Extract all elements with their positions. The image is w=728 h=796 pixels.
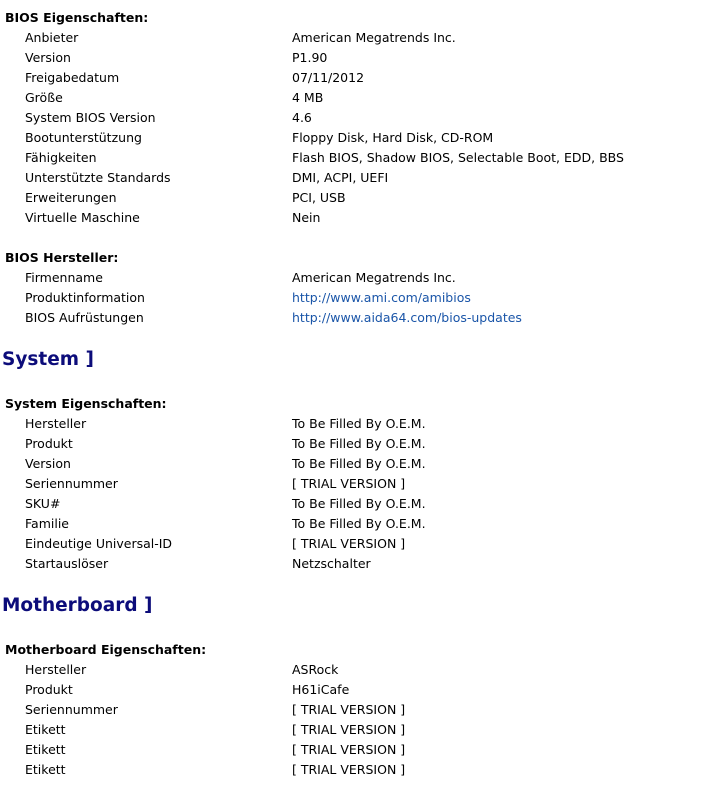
property-value: To Be Filled By O.E.M. — [292, 516, 426, 531]
property-value: [ TRIAL VERSION ] — [292, 476, 406, 491]
property-label: Unterstützte Standards — [25, 170, 171, 185]
property-row — [0, 130, 728, 150]
property-label: Produktinformation — [25, 290, 145, 305]
property-label: Produkt — [25, 682, 73, 697]
product-info-link[interactable]: http://www.ami.com/amibios — [292, 290, 471, 305]
property-row — [0, 170, 728, 190]
property-value: 4 MB — [292, 90, 324, 105]
property-row — [0, 90, 728, 110]
property-row — [0, 270, 728, 290]
property-label: Seriennummer — [25, 476, 118, 491]
property-row — [0, 762, 728, 782]
bios-properties-title: BIOS Eigenschaften: — [5, 10, 149, 25]
property-row — [0, 50, 728, 70]
property-row — [0, 722, 728, 742]
motherboard-section-heading: Motherboard ] — [2, 595, 153, 616]
property-row — [0, 742, 728, 762]
property-value: American Megatrends Inc. — [292, 30, 456, 45]
property-label: Familie — [25, 516, 69, 531]
property-value: Floppy Disk, Hard Disk, CD-ROM — [292, 130, 494, 145]
property-row — [0, 436, 728, 456]
property-label: Hersteller — [25, 662, 87, 677]
property-row — [0, 516, 728, 536]
property-value: P1.90 — [292, 50, 328, 65]
bios-manufacturer-title: BIOS Hersteller: — [5, 250, 119, 265]
property-label: Größe — [25, 90, 63, 105]
property-row — [0, 496, 728, 516]
property-row — [0, 416, 728, 436]
property-label: Virtuelle Maschine — [25, 210, 140, 225]
property-value: To Be Filled By O.E.M. — [292, 416, 426, 431]
property-value: ASRock — [292, 662, 339, 677]
property-value: [ TRIAL VERSION ] — [292, 722, 406, 737]
property-label: Etikett — [25, 762, 66, 777]
property-value: [ TRIAL VERSION ] — [292, 742, 406, 757]
property-row — [0, 536, 728, 556]
property-value: American Megatrends Inc. — [292, 270, 456, 285]
property-row — [0, 682, 728, 702]
property-label: Fähigkeiten — [25, 150, 97, 165]
property-row — [0, 70, 728, 90]
property-value: H61iCafe — [292, 682, 350, 697]
property-label: Bootunterstützung — [25, 130, 142, 145]
system-properties-title: System Eigenschaften: — [5, 396, 167, 411]
property-row — [0, 476, 728, 496]
property-value: DMI, ACPI, UEFI — [292, 170, 389, 185]
property-label: BIOS Aufrüstungen — [25, 310, 144, 325]
property-value: To Be Filled By O.E.M. — [292, 496, 426, 511]
property-value: [ TRIAL VERSION ] — [292, 762, 406, 777]
property-row — [0, 190, 728, 210]
property-row — [0, 150, 728, 170]
property-value: Nein — [292, 210, 321, 225]
property-label: Eindeutige Universal-ID — [25, 536, 173, 551]
property-value: Flash BIOS, Shadow BIOS, Selectable Boot, EDD, BBS — [292, 150, 624, 165]
property-row — [0, 290, 728, 310]
system-section-heading: System ] — [2, 349, 94, 370]
property-value: To Be Filled By O.E.M. — [292, 436, 426, 451]
property-row — [0, 456, 728, 476]
property-label: Freigabedatum — [25, 70, 120, 85]
property-label: Erweiterungen — [25, 190, 117, 205]
property-label: Firmenname — [25, 270, 103, 285]
bios-updates-link[interactable]: http://www.aida64.com/bios-updates — [292, 310, 522, 325]
property-label: SKU# — [25, 496, 61, 511]
property-value: [ TRIAL VERSION ] — [292, 536, 406, 551]
property-value: 07/11/2012 — [292, 70, 365, 85]
property-value: To Be Filled By O.E.M. — [292, 456, 426, 471]
property-label: Anbieter — [25, 30, 79, 45]
property-label: Etikett — [25, 722, 66, 737]
property-label: Etikett — [25, 742, 66, 757]
property-row — [0, 110, 728, 130]
property-label: System BIOS Version — [25, 110, 156, 125]
property-label: Produkt — [25, 436, 73, 451]
property-value: PCI, USB — [292, 190, 346, 205]
property-value: 4.6 — [292, 110, 312, 125]
property-label: Version — [25, 50, 71, 65]
property-label: Seriennummer — [25, 702, 118, 717]
property-row — [0, 30, 728, 50]
property-label: Hersteller — [25, 416, 87, 431]
property-row — [0, 662, 728, 682]
property-label: Startauslöser — [25, 556, 109, 571]
property-row — [0, 210, 728, 230]
property-row — [0, 556, 728, 576]
property-row — [0, 310, 728, 330]
property-label: Version — [25, 456, 71, 471]
property-row — [0, 702, 728, 722]
property-value: [ TRIAL VERSION ] — [292, 702, 406, 717]
motherboard-properties-title: Motherboard Eigenschaften: — [5, 642, 207, 657]
property-value: Netzschalter — [292, 556, 371, 571]
